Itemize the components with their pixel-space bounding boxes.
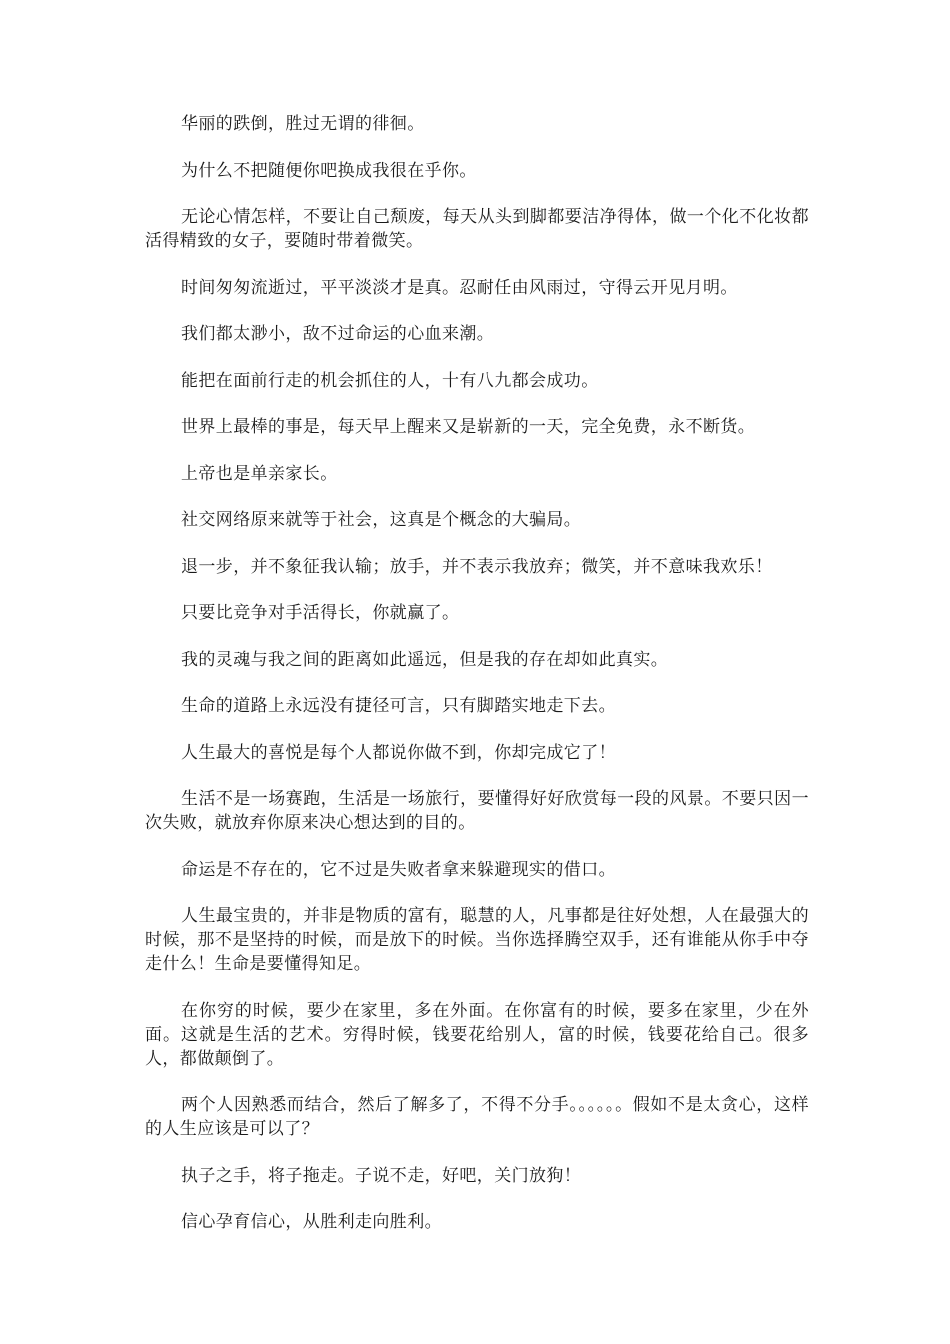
paragraph: 在你穷的时候，要少在家里，多在外面。在你富有的时候，要多在家里，少在外面。这就是生活的艺术。穷得时候，钱要花给别人，富的时候，钱要花给自己。很多人，都做颠倒了。: [145, 1000, 809, 1069]
paragraph: 命运是不存在的，它不过是失败者拿来躲避现实的借口。: [181, 859, 616, 880]
paragraph: 只要比竞争对手活得长，你就赢了。: [181, 603, 460, 623]
paragraph: 我们都太渺小，敌不过命运的心血来潮。: [181, 324, 495, 344]
paragraph: 生活不是一场赛跑，生活是一场旅行，要懂得好好欣赏每一段的风景。不要只因一次失败，就放弃你原来决心想达到的目的。: [145, 789, 809, 833]
paragraph: 生命的道路上永远没有捷径可言，只有脚踏实地走下去。: [181, 696, 616, 716]
paragraph: 人生最大的喜悦是每个人都说你做不到，你却完成它了！: [181, 742, 616, 763]
paragraph: 信心孕育信心，从胜利走向胜利。: [181, 1212, 442, 1232]
paragraph: 时间匆匆流逝过，平平淡淡才是真。忍耐任由风雨过，守得云开见月明。: [181, 277, 738, 298]
paragraph: 为什么不把随便你吧换成我很在乎你。: [181, 160, 477, 181]
paragraph: 我的灵魂与我之间的距离如此遥远，但是我的存在却如此真实。: [181, 649, 669, 670]
paragraph: 退一步，并不象征我认输；放手，并不表示我放弃；微笑，并不意味我欢乐！: [181, 556, 773, 577]
paragraph: 执子之手，将子拖走。子说不走，好吧，关门放狗！: [181, 1165, 582, 1186]
paragraph: 能把在面前行走的机会抓住的人，十有八九都会成功。: [181, 370, 599, 391]
paragraph: 上帝也是单亲家长。: [181, 463, 338, 484]
paragraph: 无论心情怎样，不要让自己颓废，每天从头到脚都要洁净得体，做一个化不化妆都活得精致的女子，要随时带着微笑。: [145, 207, 809, 251]
paragraph: 世界上最棒的事是，每天早上醒来又是崭新的一天，完全免费，永不断货。: [181, 417, 756, 437]
paragraph: 两个人因熟悉而结合，然后了解多了，不得不分手。。。。。。假如不是太贪心，这样的人生应该是可以了？: [145, 1095, 809, 1139]
document-body: [145, 112, 809, 1257]
paragraph: 人生最宝贵的，并非是物质的富有，聪慧的人，凡事都是往好处想，人在最强大的时候，那不是坚持的时候，而是放下的时候。当你选择腾空双手，还有谁能从你手中夺走什么！生命是要懂得知足。: [145, 906, 809, 974]
paragraph: 社交网络原来就等于社会，这真是个概念的大骗局。: [181, 510, 582, 530]
paragraph: 华丽的跌倒，胜过无谓的徘徊。: [181, 114, 425, 134]
